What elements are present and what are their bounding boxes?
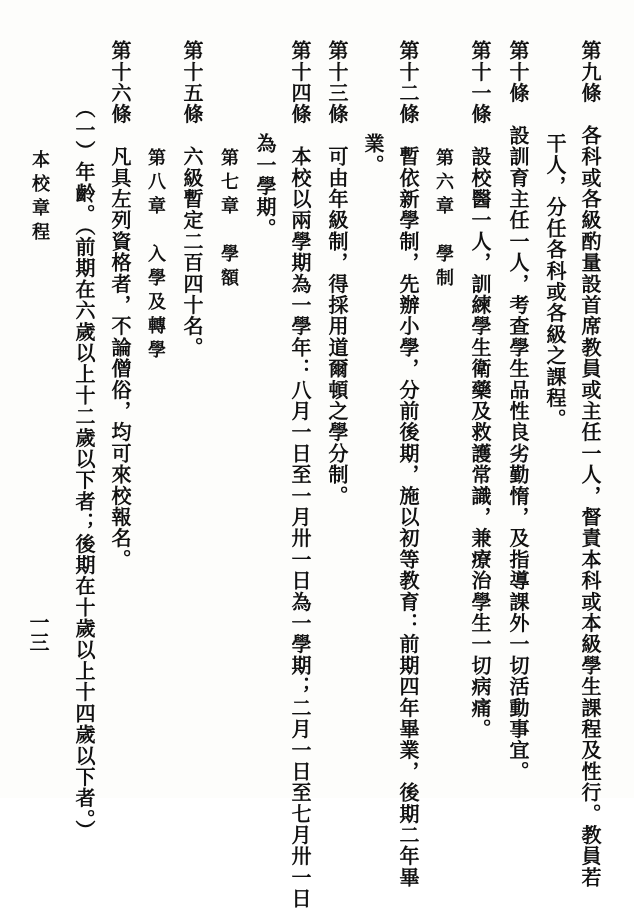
article-15: 第十五條 六級暫定二百四十名。: [180, 40, 204, 358]
running-title: 本校章程: [29, 150, 50, 246]
page-number: 一三: [26, 612, 50, 652]
article-11: 第十一條 設校醫一人，訓練學生衛藥及救護常識，兼療治學生一切病痛。: [468, 40, 492, 740]
article-16: 第十六條 凡具左列資格者，不論僧俗，均可來校報名。: [108, 40, 132, 570]
article-13: 第十三條 可由年級制，得採用道爾頓之學分制。: [325, 40, 349, 507]
chapter-7-heading: 第七章 學額: [218, 148, 239, 292]
article-12-line-2: 業。: [361, 133, 385, 176]
article-9-line-2: 干人，分任各科或各級之課程。: [543, 133, 567, 430]
article-14-line-2: 為一學期。: [253, 133, 277, 239]
article-16-item-1: （一）年齡。（前期在六歲以上十二歲以下者；後期在十歲以上十四歲以下者。）: [72, 98, 96, 842]
article-10: 第十條 設訓育主任一人，考查學生品性良劣勤惰，及指導課外一切活動事宜。: [506, 40, 530, 782]
chapter-6-heading: 第六章 學制: [433, 148, 454, 292]
chapter-8-heading: 第八章 入學及轉學: [145, 148, 166, 364]
article-14-line-1: 第十四條 本校以兩學期為一學年：八月一日至一月卅一日為一學期；二月一日至七月卅一日: [288, 40, 312, 909]
article-12-line-1: 第十二條 暫依新學制，先辦小學，分前後期，施以初等教育：前期四年畢業，後期二年畢: [396, 40, 420, 888]
article-9-line-1: 第九條 各科或各級酌量設首席教員或主任一人，督責本科或本級學生課程及性行。教員若: [578, 40, 602, 888]
